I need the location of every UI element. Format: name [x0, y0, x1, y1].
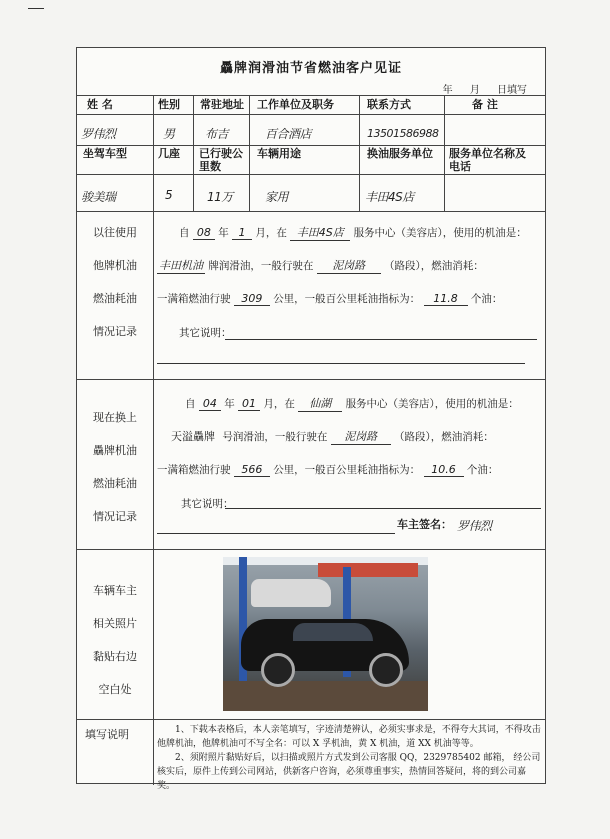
row-divider	[77, 174, 545, 175]
previous-year: 08	[193, 226, 215, 240]
instruction-item: 2、须附照片黏贴好后，以扫描或照片方式发到公司客服 QQ，2329785402 邮箱， 经公司核实后，原件上传到公司网站，供新客户咨询，必须尊重事实，热情回答疑问，将的到公司嘉奖。	[157, 753, 541, 791]
photo-banner	[318, 563, 418, 577]
current-other-blank	[225, 508, 541, 509]
header-car-model: 坐驾车型	[83, 147, 127, 160]
header-remarks: 备 注	[472, 98, 498, 111]
current-brand: 天溢驫牌	[171, 430, 215, 443]
owner-signature: 罗伟烈	[457, 519, 492, 533]
previous-other: 其它说明：	[179, 327, 232, 339]
previous-label-line: 燃油耗油	[93, 292, 137, 305]
previous-line-2: 丰田机油 牌润滑油，一般行驶在 泥岗路 （路段），燃油消耗：	[159, 259, 484, 272]
date-line: 年 月 日填写	[442, 85, 527, 96]
previous-label-line: 以往使用	[93, 226, 137, 239]
previous-rate: 11.8	[424, 292, 468, 306]
col-divider	[193, 95, 194, 211]
previous-label-line: 情况记录	[93, 325, 137, 338]
header-gender: 性别	[158, 98, 180, 111]
previous-brand: 丰田机油	[159, 259, 203, 272]
previous-shop: 丰田4S店	[290, 224, 350, 241]
photo-label-line: 相关照片	[93, 617, 137, 630]
current-month: 01	[238, 397, 260, 411]
car-photo	[223, 557, 428, 711]
current-section-label	[77, 401, 153, 533]
previous-road: 泥岗路	[317, 257, 381, 274]
instruction-item: 1、下载本表格后，本人亲笔填写，字迹清楚辨认，必须实事求是，不得夸大其词，不得攻击他牌机油，他牌机油可不写全名：可以 X 孚机油，黄 X 机油，道 XX 机油等等。	[157, 725, 541, 749]
scan-corner-mark	[28, 8, 44, 9]
header-usage: 车辆用途	[257, 147, 301, 160]
car-mileage: 11万	[207, 190, 233, 204]
photo-wheel	[369, 653, 403, 687]
photo-label-line: 车辆车主	[93, 584, 137, 597]
car-seats: 5	[165, 188, 173, 202]
row-divider	[77, 549, 545, 550]
instructions-label: 填写说明	[85, 728, 129, 741]
header-name: 姓 名	[87, 98, 113, 111]
previous-section-label	[77, 216, 153, 348]
label-col-divider	[153, 211, 154, 785]
current-label-line: 现在换上	[93, 411, 137, 424]
current-line-1: 自 04 年 01 月，在 仙湖 服务中心（美容店），使用的机油是：	[185, 397, 519, 410]
col-divider	[153, 95, 154, 211]
customer-work: 百合酒店	[265, 127, 312, 141]
current-line-2: 天溢驫牌 号润滑油，一般行驶在 泥岗路 （路段），燃油消耗：	[167, 428, 494, 445]
header-work: 工作单位及职务	[257, 98, 334, 111]
customer-name: 罗伟烈	[81, 127, 116, 141]
signature-label: 车主签名：	[397, 518, 452, 531]
current-label-line: 情况记录	[93, 510, 137, 523]
photo-section-label	[77, 574, 153, 706]
current-rate: 10.6	[424, 463, 464, 477]
header-mileage: 已行驶公里数	[199, 147, 243, 173]
current-label-line: 驫牌机油	[93, 444, 137, 457]
col-divider	[444, 95, 445, 211]
customer-address: 布吉	[205, 127, 229, 141]
photo-lifted-car	[251, 579, 331, 607]
row-divider	[77, 95, 545, 96]
header-service-unit: 服务单位名称及电话	[449, 147, 526, 173]
current-km: 566	[234, 463, 270, 477]
header-seats: 几座	[158, 147, 180, 160]
current-shop: 仙湖	[298, 395, 342, 412]
photo-label-line: 黏贴右边	[93, 650, 137, 663]
current-extra-blank	[157, 533, 395, 534]
photo-wheel	[261, 653, 295, 687]
photo-car-window	[293, 623, 373, 641]
car-usage: 家用	[265, 190, 289, 204]
previous-km: 309	[234, 292, 270, 306]
customer-contact: 13501586988	[367, 127, 439, 140]
car-model: 骏美瑞	[81, 190, 116, 204]
form-title: 驫牌润滑油节省燃油客户见证	[219, 61, 402, 76]
col-divider	[359, 95, 360, 211]
current-label-line: 燃油耗油	[93, 477, 137, 490]
row-divider	[77, 211, 545, 212]
current-year: 04	[199, 397, 221, 411]
instructions-text	[157, 723, 541, 793]
current-other: 其它说明：	[181, 498, 234, 510]
customer-gender: 男	[163, 127, 175, 141]
previous-extra-blank	[157, 363, 525, 364]
current-line-3: 一满箱燃油行驶 566 公里，一般百公里耗油指标为： 10.6 个油：	[157, 463, 499, 476]
photo-floor	[223, 681, 428, 711]
col-divider	[249, 95, 250, 211]
previous-line-1: 自 08 年 1 月，在 丰田4S店 服务中心（美容店），使用的机油是：	[179, 226, 527, 239]
row-divider	[77, 379, 545, 380]
header-address: 常驻地址	[200, 98, 244, 111]
row-divider	[77, 719, 545, 720]
service-shop: 丰田4S店	[365, 190, 414, 204]
row-divider	[77, 114, 545, 115]
current-road: 泥岗路	[331, 428, 391, 445]
photo-label-line: 空白处	[98, 683, 132, 696]
previous-month: 1	[232, 226, 252, 240]
header-service: 换油服务单位	[367, 147, 433, 160]
previous-line-3: 一满箱燃油行驶 309 公里，一般百公里耗油指标为： 11.8 个油：	[157, 292, 503, 305]
row-divider	[77, 145, 545, 146]
header-contact: 联系方式	[367, 98, 411, 111]
photo-lift-post	[239, 557, 247, 697]
testimonial-form	[76, 47, 546, 791]
previous-label-line: 他牌机油	[93, 259, 137, 272]
previous-other-blank	[225, 339, 537, 340]
